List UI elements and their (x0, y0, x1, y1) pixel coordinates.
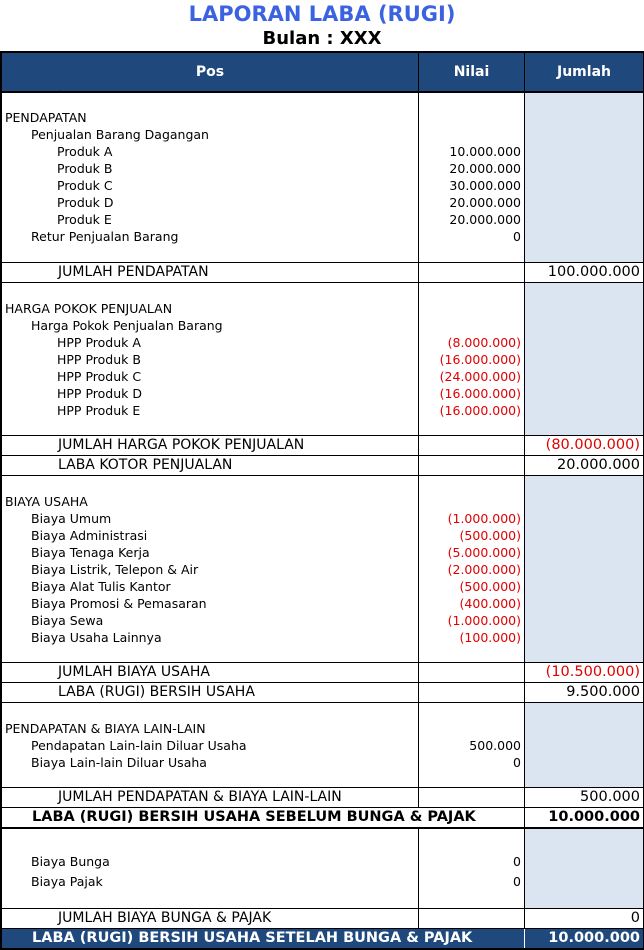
pos-cell (2, 283, 419, 435)
total-label: JUMLAH PENDAPATAN (2, 263, 419, 282)
line-label: Biaya Usaha Lainnya (31, 630, 162, 645)
bold-total-value: 10.000.000 (548, 809, 640, 825)
stray-mark: ` (58, 89, 64, 102)
total-label: JUMLAH BIAYA BUNGA & PAJAK (2, 909, 419, 928)
total-label: LABA KOTOR PENJUALAN (2, 456, 419, 475)
header-pos: Pos (2, 53, 419, 91)
line-label: HPP Produk A (57, 335, 141, 350)
line-value: (400.000) (459, 596, 521, 611)
line-value: 0 (513, 854, 521, 869)
total-row (2, 909, 643, 929)
pos-cell (2, 476, 419, 662)
total-row (2, 788, 643, 808)
report-title: LAPORAN LABA (RUGI) (188, 2, 456, 26)
line-value: (16.000.000) (439, 403, 521, 418)
line-value: 0 (513, 874, 521, 889)
total-nilai (419, 909, 525, 928)
total-nilai (419, 436, 525, 455)
line-value: (8.000.000) (447, 335, 521, 350)
line-label: HPP Produk D (57, 386, 142, 401)
line-label: BIAYA USAHA (5, 494, 88, 509)
line-value (419, 300, 524, 317)
total-value: 0 (630, 910, 640, 926)
total-nilai (419, 263, 525, 282)
line-label: Produk C (57, 178, 113, 193)
total-nilai (419, 456, 525, 475)
line-label: HPP Produk B (57, 352, 141, 367)
line-value: 20.000.000 (449, 161, 521, 176)
line-value: 20.000.000 (449, 195, 521, 210)
total-nilai (419, 683, 525, 702)
jumlah-cell (525, 93, 643, 262)
line-label: Biaya Tenaga Kerja (31, 545, 150, 560)
line-label: Produk A (57, 144, 113, 159)
nilai-cell (419, 93, 525, 262)
line-label: Biaya Listrik, Telepon & Air (31, 562, 199, 577)
total-nilai (419, 663, 525, 682)
total-value: 9.500.000 (566, 684, 640, 700)
line-label: HPP Produk C (57, 369, 142, 384)
table-header (2, 53, 643, 93)
total-value: 100.000.000 (547, 264, 640, 280)
line-label: Produk B (57, 161, 113, 176)
line-value (419, 109, 524, 126)
report-period: Bulan : XXX (262, 28, 382, 49)
line-value (419, 317, 524, 334)
total-value: (10.500.000) (545, 664, 640, 680)
header-nilai: Nilai (419, 53, 525, 91)
line-label: PENDAPATAN & BIAYA LAIN-LAIN (5, 721, 206, 736)
line-label: Biaya Pajak (31, 874, 103, 889)
income-statement-table (0, 51, 644, 950)
nilai-cell (419, 703, 525, 787)
final-total-row (2, 929, 643, 948)
line-value: 10.000.000 (449, 144, 521, 159)
line-label: Produk D (57, 195, 114, 210)
total-nilai (419, 788, 525, 807)
line-value (419, 720, 524, 737)
line-label: Biaya Administrasi (31, 528, 148, 543)
final-total-label: LABA (RUGI) BERSIH USAHA SETELAH BUNGA & PAJAK (2, 929, 525, 948)
line-label: Produk E (57, 212, 112, 227)
line-value: (5.000.000) (447, 545, 521, 560)
nilai-cell (419, 829, 525, 908)
jumlah-cell (525, 703, 643, 787)
header-jumlah: Jumlah (557, 64, 611, 80)
total-value: 20.000.000 (556, 457, 640, 473)
jumlah-cell (525, 283, 643, 435)
line-label: Retur Penjualan Barang (31, 229, 179, 244)
line-value: (500.000) (459, 579, 521, 594)
total-value: (80.000.000) (545, 437, 640, 453)
line-value: (24.000.000) (439, 369, 521, 384)
line-label: Biaya Lain-lain Diluar Usaha (31, 755, 207, 770)
line-label: HARGA POKOK PENJUALAN (5, 301, 173, 316)
line-value: (16.000.000) (439, 352, 521, 367)
line-value (419, 493, 524, 510)
line-value: 0 (513, 229, 521, 244)
total-row (2, 663, 643, 683)
final-total-value: 10.000.000 (548, 930, 640, 946)
line-value: (500.000) (459, 528, 521, 543)
total-label: JUMLAH PENDAPATAN & BIAYA LAIN-LAIN (2, 788, 419, 807)
line-label: Penjualan Barang Dagangan (31, 127, 209, 142)
line-label: Biaya Alat Tulis Kantor (31, 579, 171, 594)
total-label: JUMLAH BIAYA USAHA (2, 663, 419, 682)
total-label: JUMLAH HARGA POKOK PENJUALAN (2, 436, 419, 455)
total-row (2, 263, 643, 283)
line-label: Biaya Sewa (31, 613, 104, 628)
pos-cell (2, 89, 419, 262)
section-block (2, 89, 643, 263)
line-label: HPP Produk E (57, 403, 141, 418)
bold-total-label: LABA (RUGI) BERSIH USAHA SEBELUM BUNGA & PAJAK (2, 808, 525, 827)
pos-cell (2, 703, 419, 787)
line-value: 0 (513, 755, 521, 770)
line-value: (100.000) (459, 630, 521, 645)
line-value: 500.000 (469, 738, 521, 753)
line-value (419, 126, 524, 143)
line-label: PENDAPATAN (5, 110, 87, 125)
jumlah-cell (525, 476, 643, 662)
line-value: (1.000.000) (447, 613, 521, 628)
line-label: Biaya Bunga (31, 854, 110, 869)
bold-total-row (2, 808, 643, 829)
line-value: (1.000.000) (447, 511, 521, 526)
line-value: 30.000.000 (449, 178, 521, 193)
pos-cell (2, 829, 419, 908)
line-label: Biaya Umum (31, 511, 112, 526)
total-value: 500.000 (580, 789, 640, 805)
line-label: Biaya Promosi & Pemasaran (31, 596, 207, 611)
jumlah-cell (525, 829, 643, 908)
nilai-cell (419, 283, 525, 435)
line-value: (16.000.000) (439, 386, 521, 401)
line-label: Pendapatan Lain-lain Diluar Usaha (31, 738, 247, 753)
line-value: 20.000.000 (449, 212, 521, 227)
section-block (2, 703, 643, 788)
nilai-cell (419, 476, 525, 662)
section-block (2, 476, 643, 663)
total-row (2, 436, 643, 456)
total-row (2, 456, 643, 476)
total-label: LABA (RUGI) BERSIH USAHA (2, 683, 419, 702)
line-label: Harga Pokok Penjualan Barang (31, 318, 223, 333)
section-block (2, 283, 643, 436)
total-row (2, 683, 643, 703)
section-block (2, 829, 643, 909)
line-value: (2.000.000) (447, 562, 521, 577)
